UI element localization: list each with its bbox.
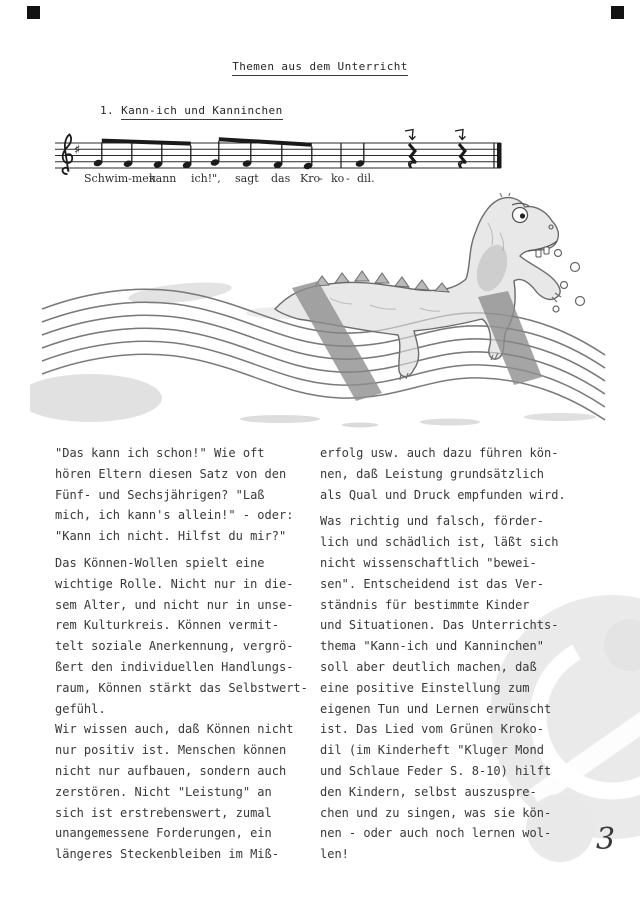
text-line: und Schlaue Feder S. 8-10) hilft <box>320 763 552 778</box>
lyric-syllable: Kro <box>300 172 321 185</box>
lyric-syllable: sagt <box>235 172 259 185</box>
text-line: "Das kann ich schon!" Wie oft <box>55 446 265 460</box>
text-line: telt soziale Anerkennung, vergrö- <box>55 639 294 654</box>
page-title-text: Themen aus dem Unterricht <box>232 60 408 76</box>
gesture-mark-icon-1 <box>405 130 415 140</box>
registration-mark-left <box>27 6 40 19</box>
text-line: nen, daß Leistung grundsätzlich <box>320 466 544 481</box>
text-line: soll aber deutlich machen, daß <box>320 659 537 674</box>
key-signature-sharp: ♯ <box>74 143 81 158</box>
crocodile-eye <box>513 208 528 223</box>
text-line: Das Können-Wollen spielt eine <box>55 555 265 570</box>
text-line: unangemessene Forderungen, ein <box>55 826 272 841</box>
text-line: nicht wissenschaftlich "bewei- <box>320 555 537 570</box>
text-line: thema "Kann-ich und Kanninchen" <box>320 639 544 654</box>
text-line: chen und zu singen, was sie kön- <box>320 805 552 820</box>
lyric-syllable: ko <box>331 172 345 185</box>
text-line: Wir wissen auch, daß Können nicht <box>55 722 294 737</box>
text-line: Was richtig und falsch, förder- <box>320 514 544 529</box>
text-line: längeres Steckenbleiben im Miß- <box>55 847 279 862</box>
text-line: erfolg usw. auch dazu führen kön- <box>320 446 559 460</box>
text-line: ständnis für bestimmte Kinder <box>320 597 530 612</box>
text-line: und Situationen. Das Unterrichts- <box>320 618 559 633</box>
gesture-mark-icon-2 <box>455 130 465 140</box>
text-line: sem Alter, und nicht nur in unse- <box>55 597 294 612</box>
text-line: eigenen Tun und Lernen erwünscht <box>320 701 552 716</box>
text-line: gefühl. <box>55 701 106 716</box>
text-line: ßert den individuellen Handlungs- <box>55 659 294 674</box>
text-line: len! <box>320 847 349 862</box>
text-line: zerstören. Nicht "Leistung" an <box>55 784 272 799</box>
left-text-column <box>55 443 325 865</box>
text-line: "Kann ich nicht. Hilfst du mir?" <box>55 529 287 544</box>
text-line: als Qual und Druck empfunden wird. <box>320 487 566 502</box>
page-title <box>0 60 640 73</box>
section-title: Kann-ich und Kanninchen <box>121 104 283 120</box>
crocodile-illustration <box>30 193 615 428</box>
text-line: lich und schädlich ist, läßt sich <box>320 535 559 550</box>
text-line: wichtige Rolle. Nicht nur in die- <box>55 576 294 591</box>
lyric-syllable: Schwim-men <box>84 172 156 185</box>
right-text-column <box>320 443 590 865</box>
lyric-syllable: - <box>319 172 323 185</box>
water-droplets <box>553 250 585 313</box>
lyric-syllable: dil. <box>357 172 375 185</box>
text-line: raum, Können stärkt das Selbstwert- <box>55 680 308 695</box>
text-line: den Kindern, selbst auszuspre- <box>320 784 537 799</box>
text-line: ist. Das Lied vom Grünen Kroko- <box>320 722 544 737</box>
lyric-syllable: - <box>346 172 350 185</box>
text-line: rem Kulturkreis. Können vermit- <box>55 618 279 633</box>
text-line: Fünf- und Sechsjährigen? "Laß <box>55 487 265 502</box>
text-line: nicht nur aufbauen, sondern auch <box>55 763 287 778</box>
page-number: 3 <box>596 822 616 857</box>
registration-mark-right <box>611 6 624 19</box>
text-line: nen - oder auch noch lernen wol- <box>320 826 552 841</box>
text-line: dil (im Kinderheft "Kluger Mond <box>320 743 544 758</box>
text-line: hören Eltern diesen Satz von den <box>55 466 287 481</box>
text-line: sich ist erstrebenswert, zumal <box>55 805 272 820</box>
lyric-syllable: ich!", <box>191 172 221 185</box>
text-line: nur positiv ist. Menschen können <box>55 743 287 758</box>
section-heading <box>100 104 283 117</box>
text-line: sen". Entscheidend ist das Ver- <box>320 576 544 591</box>
text-line: mich, ich kann's allein!" - oder: <box>55 508 294 523</box>
lyric-syllable: das <box>271 172 291 185</box>
section-number: 1. <box>100 104 115 117</box>
text-line: eine positive Einstellung zum <box>320 680 530 695</box>
eighth-note-group-2 <box>210 137 313 170</box>
lyric-syllable: kann <box>149 172 177 185</box>
music-staff <box>53 127 503 177</box>
